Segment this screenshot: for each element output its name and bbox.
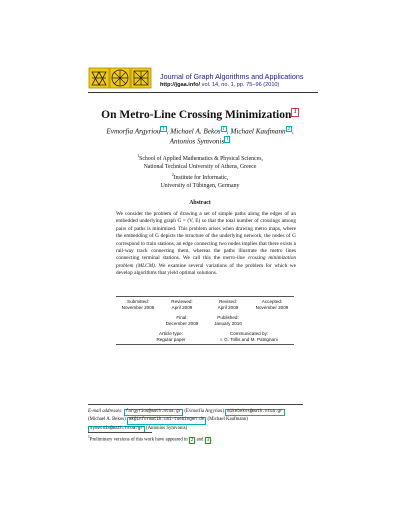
affiliation-line: National Technical University of Athens, Greece: [143, 163, 257, 170]
header-rule: [88, 92, 318, 93]
affiliation-mark: 2: [171, 172, 174, 178]
affiliation-1: [0, 152, 400, 164]
email-link[interactable]: fargyriou@math.ntua.gr: [124, 409, 183, 416]
cell-value: Regular paper: [156, 336, 186, 342]
communicated-cell: [204, 331, 294, 342]
affiliation-2: [0, 171, 400, 183]
journal-volume: vol. 14, no. 1, pp. 75–96 (2010): [201, 82, 280, 88]
title-footnote-link[interactable]: 1: [293, 108, 297, 115]
affiliation-line: Institute for Informatic,: [173, 175, 229, 182]
cell-value: April 2009: [171, 304, 193, 310]
footnote: $^1$Preliminary versions of this work have appeared in 2 and 3 .: [88, 435, 213, 443]
cell-label: Final:: [176, 315, 188, 320]
author-affiliation-link[interactable]: 1: [222, 126, 225, 131]
divider: [116, 296, 294, 297]
accepted-cell: [250, 299, 294, 310]
abstract-term: metro-line crossing minimization problem (MLCM): [116, 255, 296, 269]
article-type-cell: [138, 331, 204, 342]
citation-link[interactable]: 2: [190, 437, 194, 443]
footer-rule: [88, 404, 303, 405]
cell-label: Revised:: [219, 299, 237, 304]
footnote-joiner: and: [196, 437, 204, 443]
abstract-text: [116, 211, 296, 278]
author-list: [0, 126, 400, 147]
abstract-body: We consider the problem of drawing a set of simple paths along the edges of an embedded underlying graph G = (V, E) so that the total number of crossings among pairs of paths is minimized. This problem arises when drawing metro maps, where the embedding of G depicts the structure of the underlying network, the nodes of G correspond to train stations, an edge connecting two nodes implies that there exists a rail-way track connecting them, whereas the paths illustrate the metro lines connecting terminal stations. We call this the: [116, 211, 296, 262]
cell-label: Reviewed:: [171, 299, 193, 304]
jgaa-logo: [88, 66, 152, 90]
cell-value: November 2009: [255, 304, 289, 310]
affiliation-mark: 1: [137, 153, 140, 158]
cell-label: Published:: [217, 315, 239, 320]
cell-label: Accepted:: [261, 299, 283, 304]
journal-meta: [160, 82, 279, 88]
cell-value: I. G. Tollis and M. Patrignani: [220, 336, 278, 342]
paper-title-text: On Metro-Line Crossing Minimization: [101, 108, 292, 121]
divider: [116, 344, 294, 345]
email-label: E-mail addresses:: [88, 409, 123, 414]
affiliation-line: School of Applied Mathematics & Physical Sciences,: [139, 155, 263, 162]
authors-line-1: Evmorfia Argyriou 1 , Michael A. Bekos 1 , Michael Kaufmann 2 ,: [106, 126, 294, 136]
email-link[interactable]: symvonis@math.ntua.gr: [88, 426, 145, 433]
cell-value: January 2010: [214, 320, 242, 326]
author-name: Evmorfia Argyriou: [106, 127, 161, 136]
published-cell: [206, 315, 250, 326]
journal-url[interactable]: http://jgaa.info/: [160, 82, 201, 88]
cell-value: April 2009: [217, 304, 239, 310]
cell-value: November 2008: [121, 304, 155, 310]
email-owner: (Michael Kaufmann): [207, 417, 248, 423]
abstract-tail: . We examine several variations of the problem for which we develop algorithms that yield optimal solutions.: [116, 262, 296, 277]
cell-label: Article type:: [159, 331, 183, 336]
paper-title: [0, 108, 400, 121]
author-affiliation-link[interactable]: 1: [226, 136, 229, 142]
email-link[interactable]: mikebekos@math.ntua.gr: [225, 409, 284, 416]
affiliations: [0, 152, 400, 190]
revised-cell: [206, 299, 250, 310]
footnote-mark: 1: [88, 435, 90, 439]
affiliation-line: University of Tübingen, Germany: [160, 182, 240, 189]
footnote-text: Preliminary versions of this work have appeared in: [89, 437, 188, 443]
citation-link[interactable]: 3: [206, 437, 210, 443]
email-addresses: [88, 408, 303, 433]
authors-line-2: [0, 136, 400, 146]
cell-label: Submitted:: [127, 299, 149, 304]
email-owner: (Michael A. Bekos): [88, 417, 126, 423]
final-cell: [160, 315, 204, 326]
author-affiliation-link[interactable]: 2: [287, 126, 290, 131]
abstract-heading: Abstract: [189, 200, 211, 206]
author-name: Michael Kaufmann: [230, 127, 286, 136]
author-name: Michael A. Bekos: [170, 127, 221, 136]
reviewed-cell: [160, 299, 204, 310]
email-owner: (Antonios Symvonis): [145, 425, 188, 431]
submission-history: [116, 296, 294, 368]
cell-label: Communicated by:: [229, 331, 269, 336]
email-owner: (Evmorfia Argyriou): [184, 409, 225, 414]
submitted-cell: [116, 299, 160, 310]
footnote-rule: [88, 432, 152, 433]
email-link[interactable]: mk@informatik.uni-tuebingen.de: [127, 417, 206, 424]
journal-name: Journal of Graph Algorithms and Applications: [160, 72, 304, 81]
author-name: Antonios Symvonis: [169, 137, 225, 146]
author-affiliation-link[interactable]: 1: [162, 126, 165, 131]
cell-value: December 2009: [165, 320, 199, 326]
